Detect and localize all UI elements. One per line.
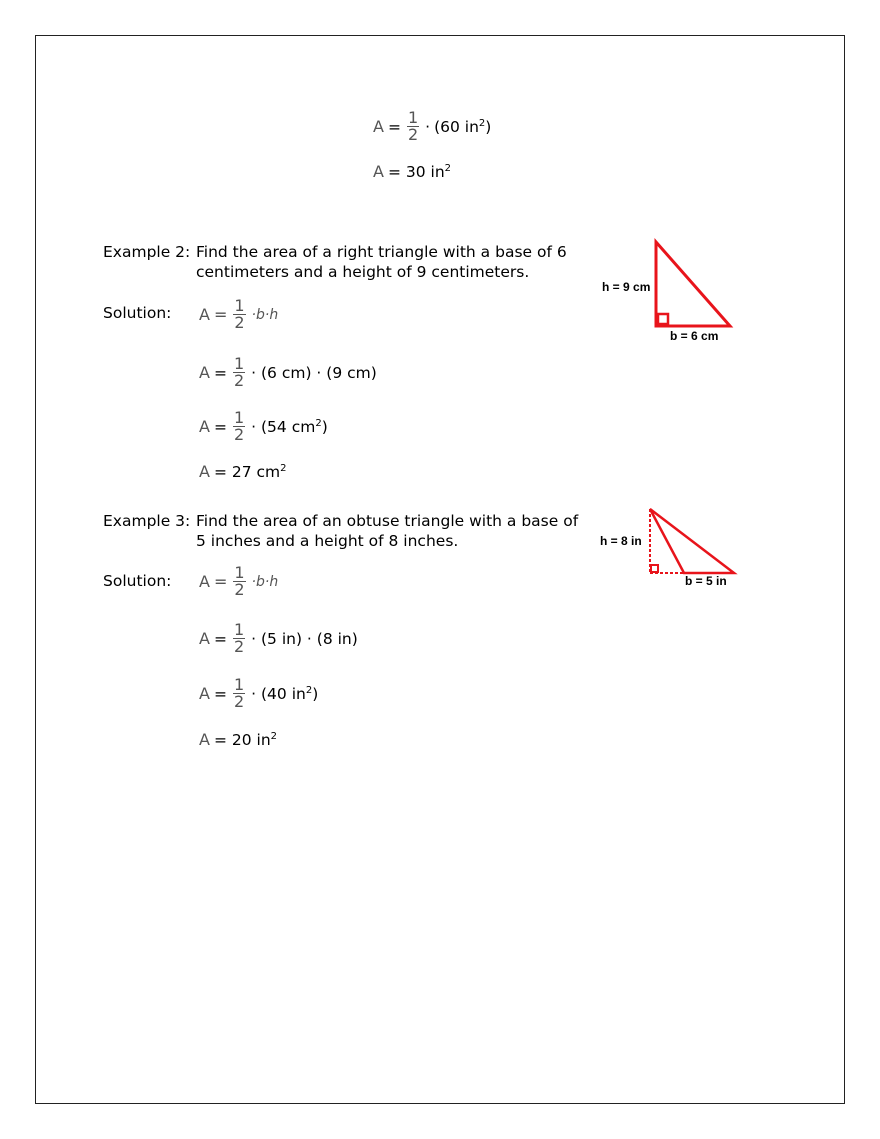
- example-3-result: [199, 730, 277, 750]
- right-angle-marker: [658, 314, 668, 324]
- area-variable: A: [199, 362, 210, 382]
- expression: · (54 $cm^2$): [251, 417, 328, 436]
- area-variable: A: [373, 162, 384, 181]
- example-2-solution-label: Solution:: [103, 304, 172, 322]
- example-3-text-line-1: Find the area of an obtuse triangle with a base of: [196, 512, 579, 530]
- area-variable: A: [199, 628, 210, 648]
- expression: · (6 cm) · (9 cm): [251, 363, 377, 382]
- example-3-formula: [199, 565, 278, 598]
- fraction-one-half: $\frac{1}{2}$: [407, 108, 419, 144]
- example-3-text-line-2: 5 inches and a height of 8 inches.: [196, 532, 459, 550]
- expression: = 27 $cm^2$: [213, 462, 287, 481]
- fraction-one-half: $\frac{1}{2}$: [234, 563, 245, 599]
- example-2-step-1: [199, 356, 377, 389]
- expression: (60 $in^2$): [434, 117, 492, 136]
- obtuse-triangle-figure: [598, 503, 743, 593]
- expression: · (5 in) · (8 in): [251, 629, 358, 648]
- formula-terms: ·b·h: [251, 306, 279, 323]
- base-label: b = 6 cm: [670, 329, 719, 343]
- height-label: h = 9 cm: [602, 280, 651, 294]
- example-2-text-line-2: centimeters and a height of 9 centimeters.: [196, 263, 530, 281]
- fraction-one-half: $\frac{1}{2}$: [234, 296, 245, 332]
- fraction-one-half: $\frac{1}{2}$: [233, 675, 245, 711]
- example-2-step-2: [199, 410, 328, 443]
- area-variable: A: [199, 462, 210, 481]
- equals-sign: =: [213, 304, 228, 324]
- equals-sign: =: [213, 629, 227, 648]
- example-2-label: Example 2:: [103, 243, 191, 261]
- base-label: b = 5 in: [685, 574, 727, 588]
- equals-sign: =: [213, 417, 227, 436]
- multiply-dot: ·: [425, 117, 431, 136]
- fraction-one-half: $\frac{1}{2}$: [233, 620, 245, 656]
- example-2-text-line-1: Find the area of a right triangle with a base of 6: [196, 243, 567, 261]
- formula-terms: ·b·h: [251, 573, 279, 590]
- example-2-formula: [199, 298, 278, 331]
- example-3-label: Example 3:: [103, 512, 191, 530]
- obtuse-triangle-shape: [650, 509, 734, 573]
- equals-sign: =: [213, 684, 227, 703]
- area-variable: A: [199, 683, 210, 703]
- expression: · (40 $in^2$): [251, 684, 319, 703]
- area-variable: A: [199, 571, 210, 591]
- fraction-one-half: $\frac{1}{2}$: [233, 408, 245, 444]
- example-3-step-1: [199, 622, 358, 655]
- example-3-solution-label: Solution:: [103, 572, 172, 590]
- height-label: h = 8 in: [600, 534, 642, 548]
- area-variable: A: [199, 416, 210, 436]
- fraction-one-half: $\frac{1}{2}$: [233, 354, 245, 390]
- expression: = 30 $in^2$: [387, 162, 452, 181]
- example-3-step-2: [199, 677, 318, 710]
- intro-equation-1: [373, 110, 491, 143]
- area-variable: A: [199, 304, 210, 324]
- area-variable: A: [373, 116, 384, 136]
- expression: = 20 $in^2$: [213, 730, 278, 749]
- equals-sign: =: [213, 571, 228, 591]
- equals-sign: =: [213, 363, 227, 382]
- right-angle-marker: [651, 565, 658, 572]
- equals-sign: =: [387, 117, 401, 136]
- area-variable: A: [199, 730, 210, 749]
- example-2-result: [199, 462, 287, 482]
- intro-equation-2: [373, 162, 451, 182]
- right-triangle-figure: [598, 236, 748, 346]
